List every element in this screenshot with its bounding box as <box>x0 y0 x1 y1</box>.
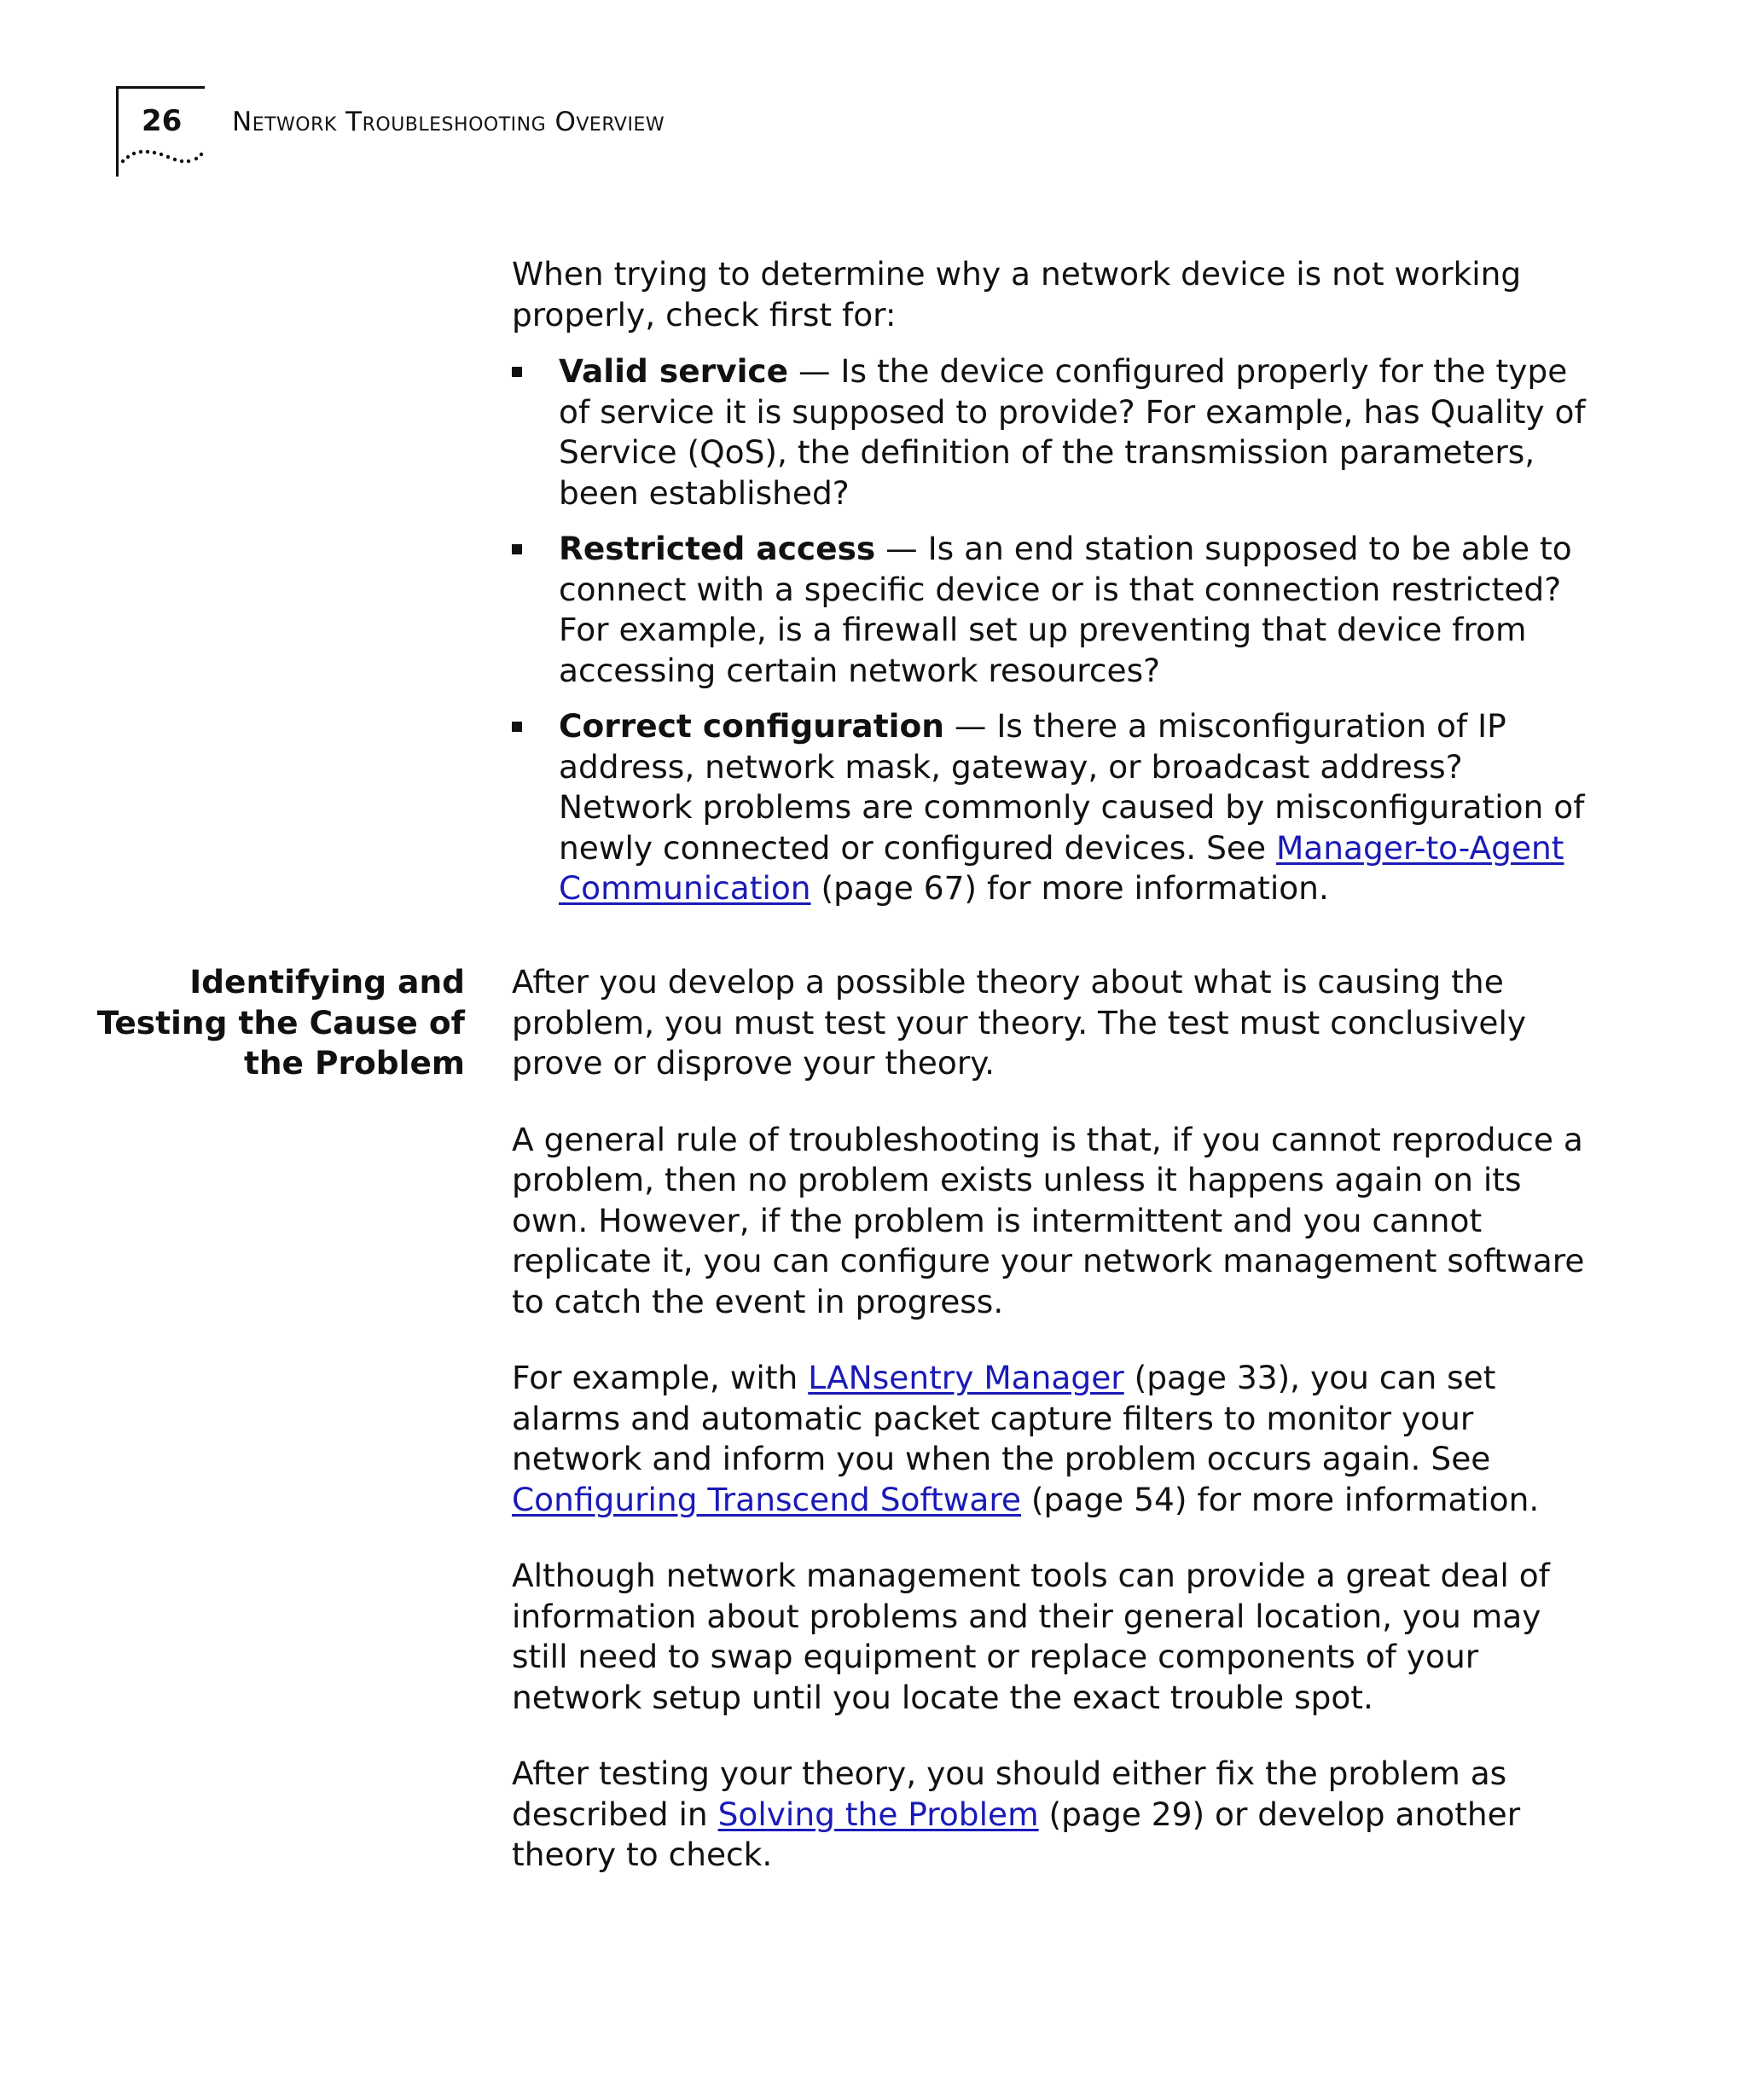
page-number: 26 <box>142 104 183 138</box>
section-paragraph-1: After you develop a possible theory about what is causing the problem, you must test your theory. The test must conclusively prove or disprove your theory. <box>512 963 1527 1082</box>
checklist <box>512 351 1587 925</box>
checklist-term: Restricted access <box>559 530 876 567</box>
paragraph-text: (page 29) or develop another theory to check. <box>512 1795 1521 1873</box>
checklist-term: Correct configuration <box>559 707 944 745</box>
running-header: Network Troubleshooting Overview <box>232 107 665 137</box>
section-paragraph-4: Although network management tools can provide a great deal of information about problems and their general location, you may still need to swap equipment or replace components of your network setup until you locate the exact trouble spot. <box>512 1557 1550 1716</box>
paragraph-text: (page 33), you can set alarms and automatic packet capture filters to monitor your network and inform you when the problem occurs again. See <box>512 1359 1496 1477</box>
list-item <box>512 529 1587 691</box>
dotted-arc-icon <box>119 142 205 168</box>
section-paragraph-2: A general rule of troubleshooting is that, if you cannot reproduce a problem, then no problem exists unless it happens again on its own. However, if the problem is intermittent and you cannot replicate it, you can configure your network management software to catch the event in progress. <box>512 1120 1585 1320</box>
list-item <box>512 351 1587 513</box>
intro-paragraph: When trying to determine why a network device is not working properly, check first for: <box>512 255 1522 334</box>
checklist-text: — Is there a misconfiguration of IP address, network mask, gateway, or broadcast address? Network problems are commonly caused by misconfiguration of newly connected or configured devices. See <box>559 707 1585 867</box>
square-bullet-icon <box>512 367 522 377</box>
checklist-text: — Is an end station supposed to be able to connect with a specific device or is that connection restricted? For example, is a firewall set up preventing that device from accessing certain network resources? <box>559 530 1572 689</box>
configuring-transcend-link[interactable]: Configuring Transcend Software <box>512 1480 1021 1518</box>
header-top-rule <box>116 86 205 89</box>
solving-the-problem-link[interactable]: Solving the Problem <box>717 1795 1039 1833</box>
section-heading: Identifying and Testing the Cause of the Problem <box>96 963 465 1082</box>
checklist-text-after: (page 67) for more information. <box>810 869 1329 907</box>
paragraph-text: For example, with <box>512 1359 809 1396</box>
section-paragraph-3 <box>512 1358 1587 1520</box>
checklist-text: — Is the device configured properly for the type of service it is supposed to provide? For example, has Quality of Service (QoS), the definition of the transmission parameters, been established? <box>559 352 1586 512</box>
section-body <box>512 962 1587 1911</box>
header-left-rule <box>116 86 119 177</box>
square-bullet-icon <box>512 722 522 732</box>
paragraph-text: After testing your theory, you should either fix the problem as described in <box>512 1755 1507 1833</box>
checklist-term: Valid service <box>559 352 789 390</box>
paragraph-text: (page 54) for more information. <box>1021 1480 1540 1518</box>
manager-to-agent-link[interactable]: Manager-to-Agent Communication <box>559 828 1564 907</box>
lansentry-manager-link[interactable]: LANsentry Manager <box>808 1359 1124 1396</box>
section-paragraph-5 <box>512 1754 1587 1876</box>
list-item <box>512 706 1587 909</box>
square-bullet-icon <box>512 544 522 554</box>
